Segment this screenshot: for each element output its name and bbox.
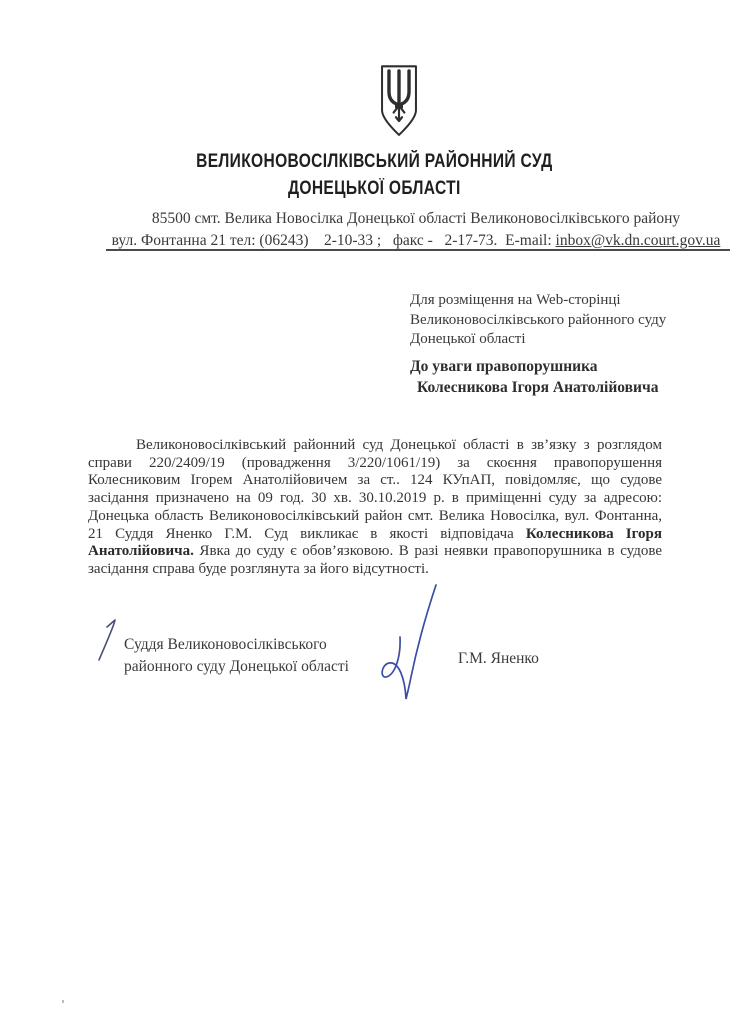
web-placement-notice: [410, 291, 666, 350]
handwritten-signature: [372, 583, 448, 706]
court-address: 85500 смт. Велика Новосілка Донецької області Великоновосілківського району: [151, 210, 681, 227]
web-notice-line3: Донецької області: [410, 331, 526, 347]
judge-title-line1: Суддя Великоновосілківського: [124, 636, 327, 653]
body-text-part1: Великоновосілківський районний суд Донецької області в зв’язку з розглядом справи 220/2409/19 (провадження 3/220/1061/19) за скоєння правопорушення Колесниковим Ігорем Анатолійовичем за ст.. 124 КУпАП, повідомляє, що судове засідання призначено на 09 год. 30 хв. 30.10.2019 р. в приміщенні суду за адресою: Донецька область Великоновосілківський район смт. Велика Новосілка, вул. Фонтанна, 21 Суддя Яненко Г.М. Суд викликає в якості відповідача: [88, 437, 662, 542]
pen-tick-mark: [92, 616, 122, 669]
judge-name: Г.М. Яненко: [458, 650, 539, 667]
court-contact-prefix: вул. Фонтанна 21 тел: (06243) 2-10-33 ; факс - 2-17-73. E-mail:: [111, 231, 556, 249]
body-bold-name: Колесникова Ігоря Анатолійовича.: [88, 525, 662, 560]
court-contact-line: [110, 230, 722, 252]
judge-title: [124, 634, 349, 677]
court-address-block: [110, 208, 722, 251]
judge-title-line2: районного суду Донецької області: [124, 657, 349, 675]
ukraine-trident-icon: [374, 64, 424, 138]
web-notice-line2: Великоновосілківського районного суду: [410, 311, 667, 328]
court-email-link[interactable]: inbox@vk.dn.court.gov.ua: [555, 231, 721, 249]
attention-block: [410, 357, 658, 398]
scan-speck: [62, 1000, 64, 1003]
court-name: [0, 148, 748, 202]
header-divider-rule: [106, 249, 730, 251]
attention-line2: Колесникова Ігоря Анатолійовича: [417, 378, 659, 396]
body-text-part2: Явка до суду є обов’язковою. В разі неявки правопорушника в судове засідання справа буде розглянута за його відсутності.: [88, 543, 662, 577]
attention-line1: До уваги правопорушника: [410, 358, 598, 375]
web-notice-line1: Для розміщення на Web-сторінці: [410, 292, 621, 308]
notice-body-paragraph: [88, 437, 662, 579]
court-name-line1: ВЕЛИКОНОВОСІЛКІВСЬКИЙ РАЙОННИЙ СУД: [195, 151, 553, 172]
court-name-line2: ДОНЕЦЬКОЇ ОБЛАСТІ: [287, 178, 461, 199]
